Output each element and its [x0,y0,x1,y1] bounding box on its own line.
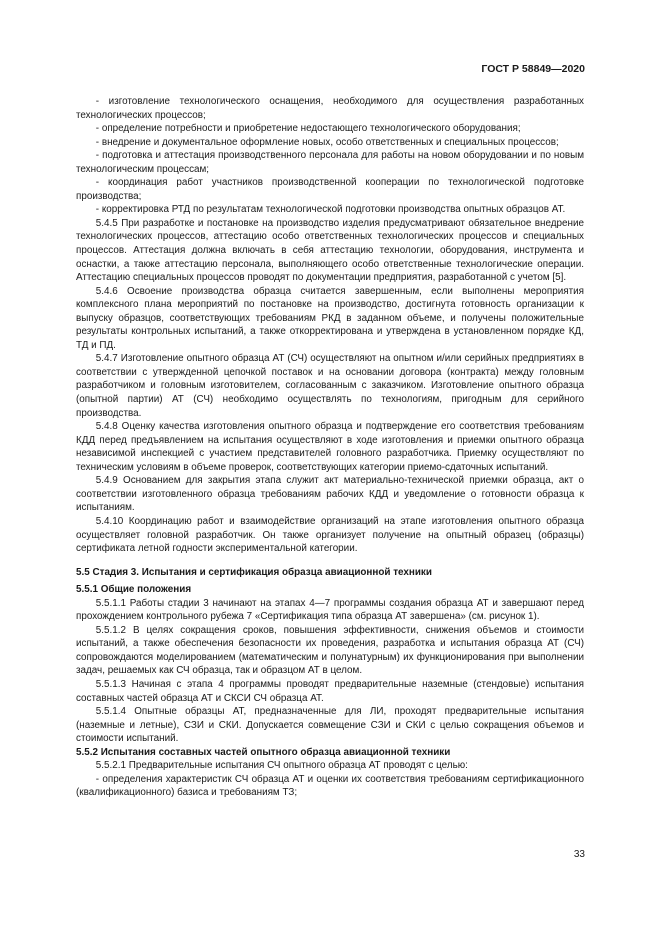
section-heading-5-5: 5.5 Стадия 3. Испытания и сертификация образца авиационной техники [76,566,432,578]
list-item: - координация работ участников производственной кооперации по технологической подготовке производства; [76,177,584,202]
paragraph-5-4-7: 5.4.7 Изготовление опытного образца АТ (СЧ) осуществляют на опытном и/или серийных предприятиях в соответствии с утвержденной цепочкой поставок и на основании договора (контракта) между головным разработчиком и головным изготовителем, согласованным с заказчиком. Изготовление опытного образца (опытной партии) АТ (СЧ) необходимо осуществлять по технологиям, пригодным для серийного производства. [76,353,584,419]
list-item: - определения характеристик СЧ образца АТ и оценки их соответствия требованиям сертификационного (квалификационного) базиса и требованиям ТЗ; [76,773,584,799]
list-item: - подготовка и аттестация производственного персонала для работы на новом оборудовании и по новым технологическим процессам; [76,150,584,175]
list-item: - корректировка РТД по результатам технологической подготовки производства опытных образцов АТ. [95,204,566,216]
list-item: - определение потребности и приобретение недостающего технологического оборудования; [95,123,521,135]
paragraph-5-5-1-2: 5.5.1.2 В целях сокращения сроков, повышения эффективности, снижения объемов и стоимости испытаний, а также обеспечения безопасности их проведения, разработка и испытания образца АТ (СЧ) сопровождаются моделированием (математическим и полунатурным) их функционирования при выполнении задач, решаемых как СЧ образца, так и образцом АТ в целом. [76,624,584,677]
paragraph-5-5-2-1: 5.5.2.1 Предварительные испытания СЧ опытного образца АТ проводят с целью: [95,760,468,772]
standard-header: ГОСТ Р 58849—2020 [481,63,585,75]
paragraph-5-4-10: 5.4.10 Координацию работ и взаимодействие организаций на этапе изготовления опытного образца осуществляет головной разработчик. Он также организует получение на опытный образец (образцы) сертификата летной годности экспериментальной категории. [76,515,584,555]
page-body [76,95,584,800]
paragraph-5-5-1-1: 5.5.1.1 Работы стадии 3 начинают на этапах 4—7 программы создания образца АТ и завершают перед прохождением контрольного рубежа 7 «Сертификация типа образца АТ завершена» (см. рисунок 1). [76,597,584,623]
paragraph-5-5-1-4: 5.5.1.4 Опытные образцы АТ, предназначенные для ЛИ, проходят предварительные испытания (наземные и летные), СЗИ и СКИ. Допускается совмещение СЗИ и СКИ с целью сокращения объемов и стоимости испытаний. [76,706,584,745]
paragraph-5-4-8: 5.4.8 Оценку качества изготовления опытного образца и подтверждение его соответствия требованиям КДД перед предъявлением на испытания осуществляют в ходе изготовления и приемки опытного образца независимой инспекцией с участием представителей головного разработчика. Приемку осуществляют по техническим условиям в объеме проверок, соответствующих категории приемо-сдаточных испытаний. [76,421,584,473]
paragraph-5-5-1-3: 5.5.1.3 Начиная с этапа 4 программы проводят предварительные наземные (стендовые) испытания составных частей образца АТ и СКСИ СЧ образца АТ. [76,678,584,704]
paragraph-5-4-6: 5.4.6 Освоение производства образца считается завершенным, если выполнены мероприятия комплексного плана мероприятий по постановке на производство, достигнута готовность организации к выпуску образцов, соответствующих требованиям РКД в заданном объеме, и получены положительные результаты контрольных испытаний, а также откорректирована и утверждена в установленном порядке КД, ТД и ПД. [76,285,584,351]
subsection-heading-5-5-1: 5.5.1 Общие положения [76,584,192,596]
paragraph-5-4-9: 5.4.9 Основанием для закрытия этапа служит акт материально-технической приемки образца, акт о соответствии изготовленного образца требованиям рабочих КДД и уведомление о готовности образца к испытаниям. [76,475,584,514]
list-item: - изготовление технологического оснащения, необходимого для осуществления разработанных технологических процессов; [76,96,584,121]
list-item: - внедрение и документальное оформление новых, особо ответственных и специальных процессов; [95,136,559,148]
paragraph-5-4-5: 5.4.5 При разработке и постановке на производство изделия предусматривают обязательное внедрение технологических процессов, аттестацию особо ответственных технологических процессов и специальных процессов. Аттестация должна включать в себя аттестацию технологии, оборудования, инструмента и оснастки, а также аттестацию персонала, выполняющего особо ответственные технологические операции. Аттестацию специальных процессов проводят по документации предприятия, разработанной с учетом [5]. [76,217,584,284]
subsection-heading-5-5-2: 5.5.2 Испытания составных частей опытного образца авиационной техники [76,746,451,758]
page-number: 33 [573,849,585,860]
